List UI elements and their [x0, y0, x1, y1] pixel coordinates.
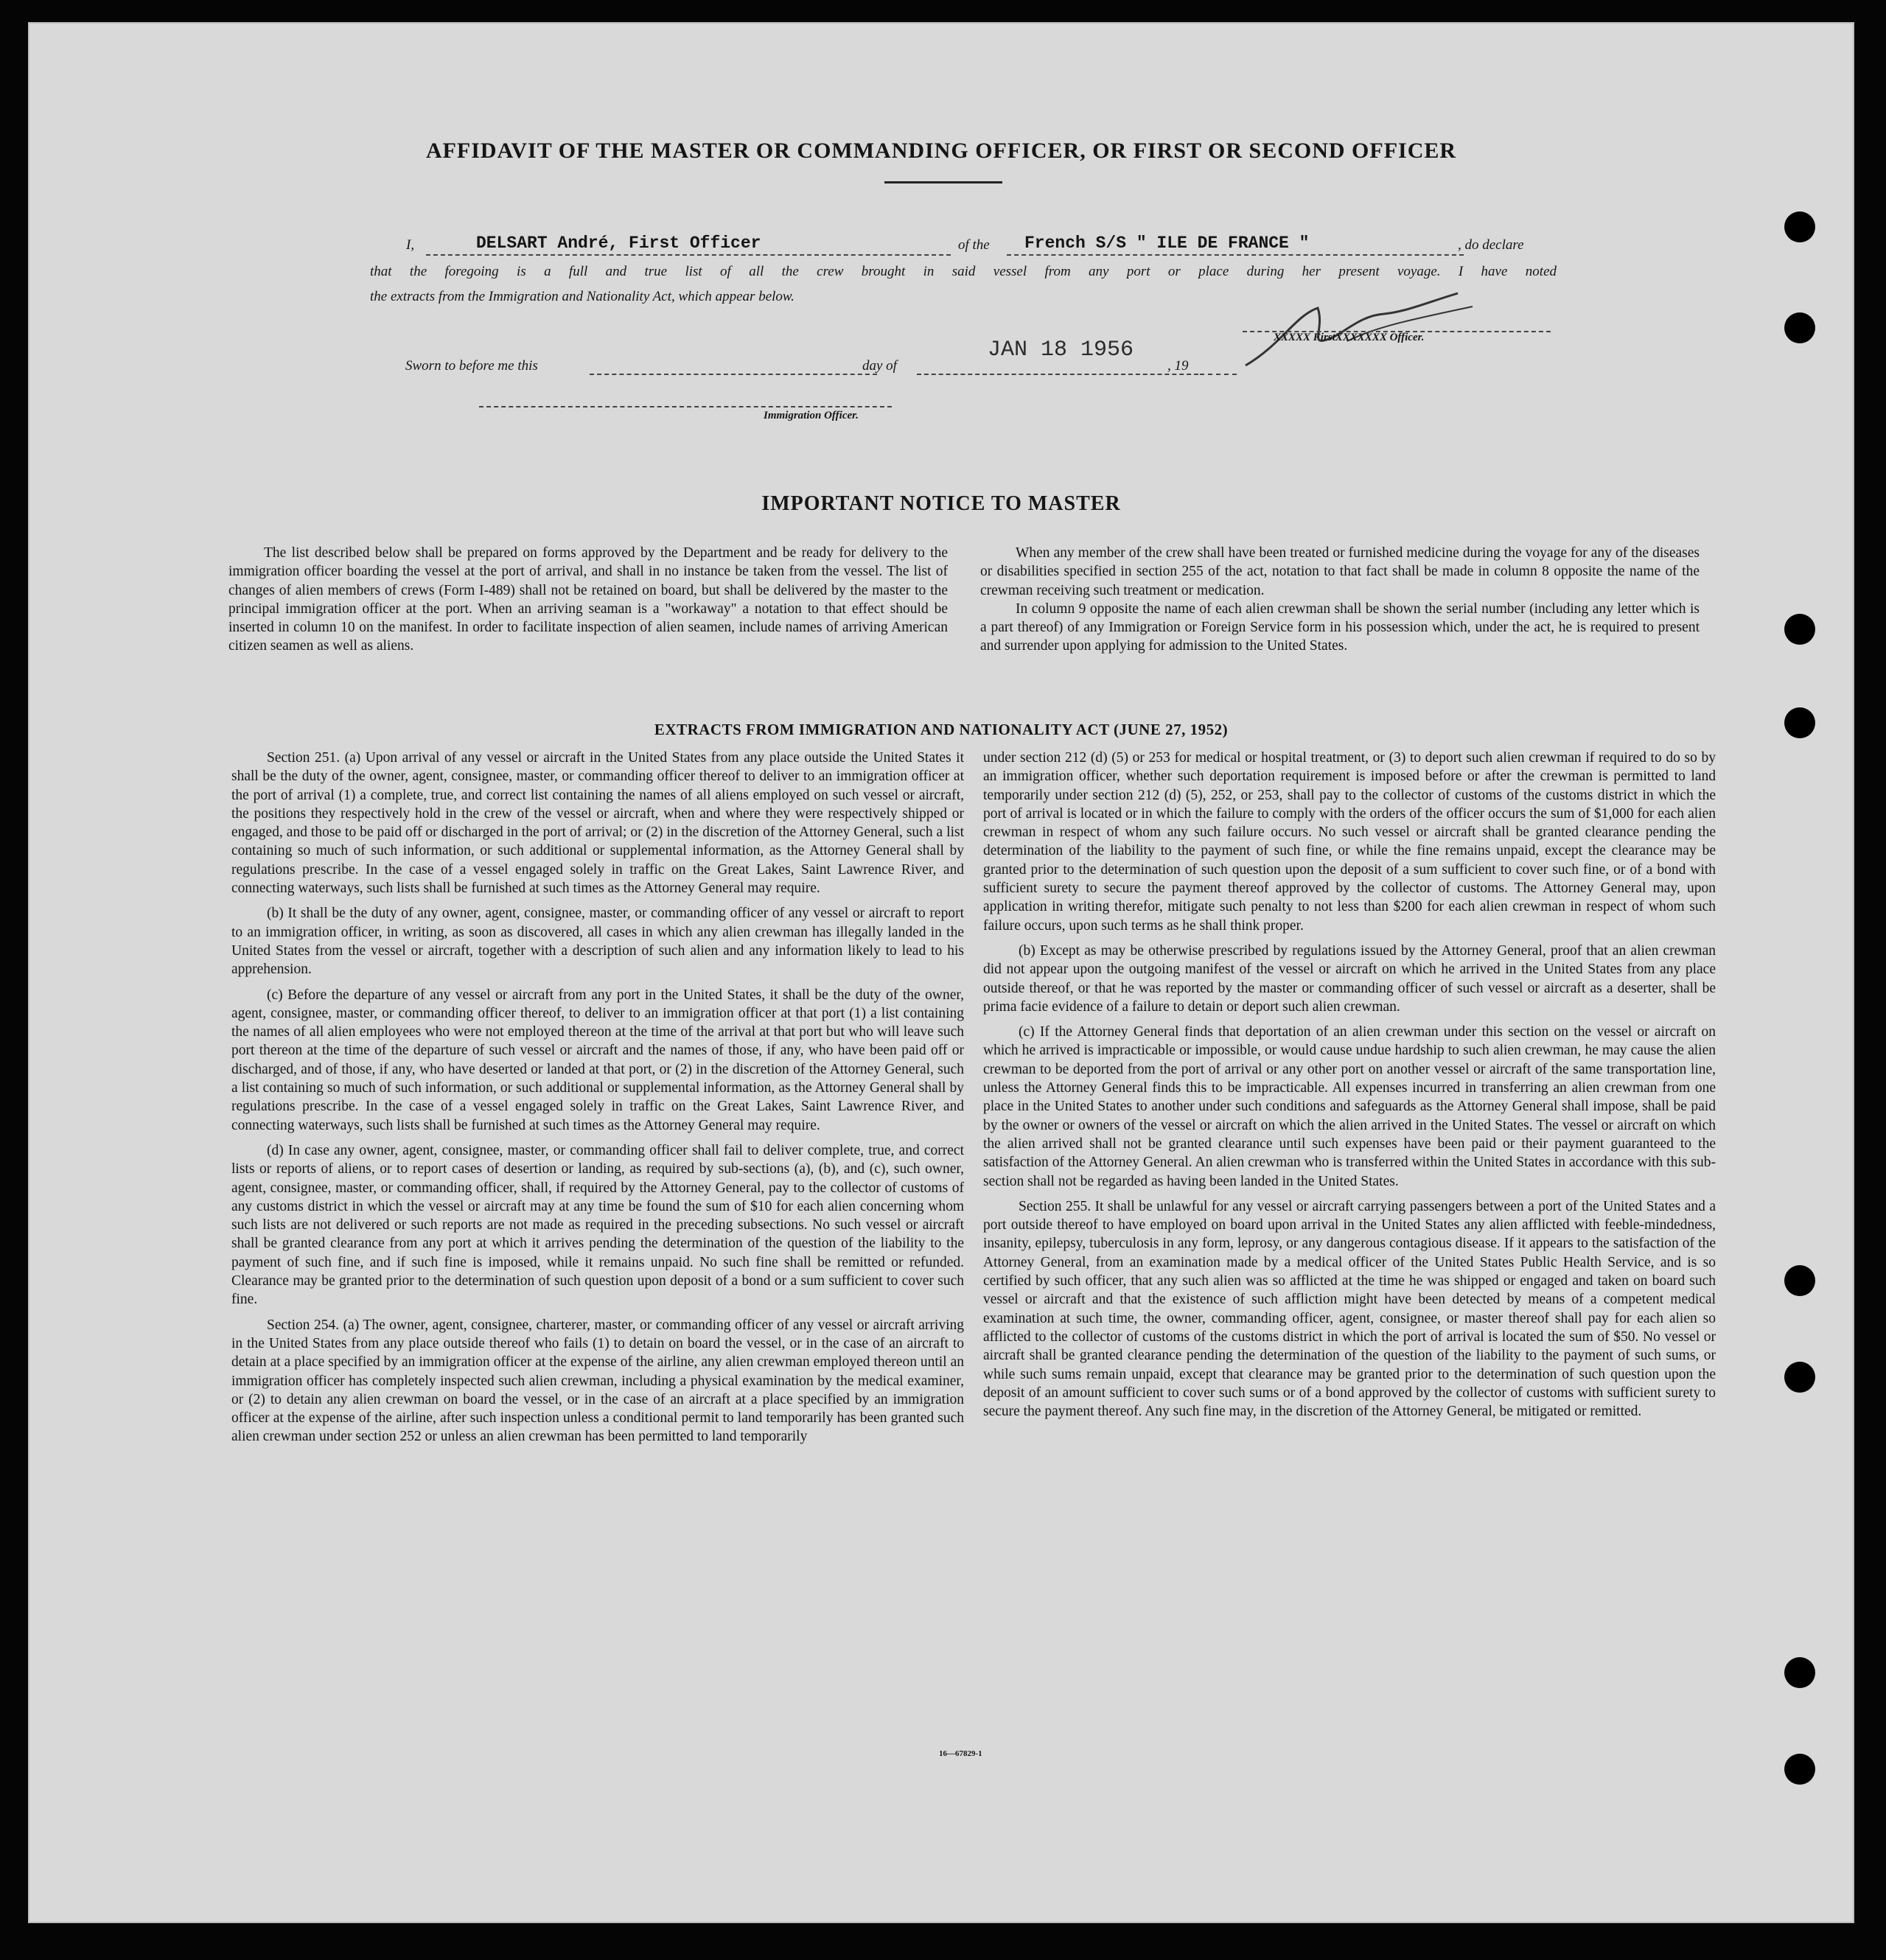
punch-hole [1784, 312, 1815, 343]
notice-right-paragraph-2: In column 9 opposite the name of each alien crewman shall be shown the serial number (including any letter which is a part thereof) of any Immigration or Foreign Service form in his possession which, under the act, he is required to present and surrender upon applying for admission to the United States. [980, 601, 1700, 654]
affidavit-title: AFFIDAVIT OF THE MASTER OR COMMANDING OFFICER, OR FIRST OR SECOND OFFICER [425, 139, 1457, 163]
vessel-name: French S/S " ILE DE FRANCE " [1024, 234, 1310, 253]
section-251d: (d) In case any owner, agent, consignee, master, or commanding officer shall fail to deliver complete, true, and correct lists or reports of aliens, or to report cases of desertion or landing, as required by sub-sections (a), (b), and (c), such owner, agent, consignee, master, or commanding officer, shall, if required by the Attorney General, pay to the collector of customs of any customs district in which the vessel or aircraft may at any time be found the sum of $10 for each alien concerning whom such lists are not delivered or such reports are not made as required in the preceding subsections. No such vessel or aircraft shall be granted clearance from any port at which it arrives pending the determination of the question of the liability to the payment of such fine, and if such fine is imposed, while it remains unpaid. No such fine shall be remitted or refunded. Clearance may be granted prior to the determination of such question upon deposit of a bond or a sum sufficient to cover such fine. [231, 1142, 964, 1308]
immigration-officer-label: Immigration Officer. [764, 410, 859, 421]
punch-hole [1784, 1754, 1815, 1785]
section-251a: Section 251. (a) Upon arrival of any vessel or aircraft in the United States from any place outside the United States it shall be the duty of the owner, agent, consignee, master, or commanding officer thereof to deliver to an immigration officer at the port of arrival (1) a complete, true, and correct list containing the names of all aliens employed on such vessel or aircraft, the positions they respectively hold in the crew of the vessel or aircraft, when and where they were respectively shipped or engaged, and those to be paid off or discharged in the port of arrival; or (2) in the discretion of the Attorney General, such a list containing so much of such information, or such additional or supplemental information, as the Attorney General shall by regulations prescribe. In the case of a vessel engaged solely in traffic on the Great Lakes, Saint Lawrence River, and connecting waterways, such lists shall be furnished at such times as the Attorney General may require. [231, 750, 964, 897]
year-line [1200, 373, 1237, 375]
notice-title: IMPORTANT NOTICE TO MASTER [761, 492, 1121, 515]
form-number: 16—67829-1 [939, 1749, 982, 1758]
officer-title-label: XXXXX FirstXXXXXXX Officer. [1274, 332, 1425, 343]
immigration-officer-line [479, 405, 892, 407]
punch-hole [1784, 707, 1815, 738]
sworn-label: Sworn to before me this [405, 358, 538, 374]
year-prefix: , 19 [1167, 358, 1189, 374]
day-of-label: day of [862, 358, 897, 374]
notice-right-paragraph-1: When any member of the crew shall have been treated or furnished medicine during the voyage for any of the diseases or disabilities specified in section 255 of the act, notation to that fact shall be made in column 8 opposite the name of the crewman receiving such treatment or medication. [980, 545, 1700, 598]
declaration-prefix: I, [406, 237, 415, 253]
document-page [28, 22, 1854, 1923]
section-254c: (c) If the Attorney General finds that deportation of an alien crewman under this section on the vessel or aircraft on which he arrived is impracticable or impossible, or would cause undue hardship to such alien crewman, he may cause the alien crewman to be deported from the port of arrival or any other port on another vessel or aircraft of the same transportation line, unless the Attorney General finds this to be impracticable. All expenses incurred in transferring an alien crewman from one place in the United States to another under such conditions and safeguards as the Attorney General shall impose, shall be paid by the owner or owners of the vessel or aircraft on which the alien arrived in the United States. The vessel or aircraft on which the alien arrived shall not be granted clearance until such expenses have been paid or their payment guaranteed to the satisfaction of the Attorney General. An alien crewman who is transferred within the United States in accordance with this sub-section shall not be regarded as having been landed in the United States. [983, 1024, 1716, 1189]
declaration-line-3: the extracts from the Immigration and Nationality Act, which appear below. [370, 289, 794, 304]
officer-name-line [426, 253, 951, 256]
section-255: Section 255. It shall be unlawful for any vessel or aircraft carrying passengers between a port of the United States and a port outside thereof to have employed on board upon arrival in the United States any alien afflicted with feeble-mindedness, insanity, epilepsy, tuberculosis in any form, leprosy, or any dangerous contagious disease. If it appears to the satisfaction of the Attorney General, from an examination made by a medical officer of the United States Public Health Service, and is so certified by such officer, that any such alien was so afflicted at the time he was shipped or engaged and taken on board such vessel or aircraft and that the existence of such affliction might have been detected by means of a competent medical examination at such time, the owner, commanding officer, agent, consignee, or master thereof shall pay for each alien so afflicted to the collector of customs of the customs district in which the port of arrival is located the sum of $50. No vessel or aircraft shall be granted clearance pending the determination of the question of the liability to the payment of such sums, or while such sums remain unpaid, except that clearance may be granted prior to the determination of such question upon the deposit of an amount sufficient to cover such sums or of a bond approved by the collector of customs with sufficient surety to secure the payment thereof. Any such fine may, in the discretion of the Attorney General, be mitigated or remitted. [983, 1198, 1716, 1420]
section-254a: Section 254. (a) The owner, agent, consignee, charterer, master, or commanding officer of any vessel or aircraft arriving in the United States from any place outside thereof who fails (1) to detain on board the vessel, or in the case of an aircraft to detain at a place specified by an immigration officer at the expense of the airline, any alien crewman employed thereon until an immigration officer has completely inspected such alien crewman, including a physical examination by the medical examiner, or (2) to detain any alien crewman on board the vessel, or in the case of an aircraft at a place specified by an immigration officer at the expense of the airline, after such inspection unless a conditional permit to land temporarily has been granted such alien crewman under section 252 or unless an alien crewman has been permitted to land temporarily [231, 1317, 964, 1445]
do-declare-label: , do declare [1458, 237, 1524, 253]
punch-hole [1784, 614, 1815, 645]
section-254a-continued: under section 212 (d) (5) or 253 for medical or hospital treatment, or (3) to deport such alien crewman if required to do so by an immigration officer, whether such deportation requirement is imposed before or after the crewman is permitted to land temporarily under section 212 (d) (5), 252, or 253, shall pay to the collector of customs of the customs district in which the port of arrival is located or in which the failure to comply with the orders of the officer occurs the sum of $1,000 for each alien crewman in respect of whom any such failure occurs. No such vessel or aircraft shall be granted clearance pending the determination of the liability to the payment of such fine, or while the fine remains unpaid, except the clearance may be granted prior to the determination of such question upon the deposit of a sum sufficient to cover such fine, or of a bond with sufficient surety to secure the payment thereof approved by the collector of customs. The Attorney General may, upon application in writing therefor, mitigate such penalty to not less than $200 for each alien crewman in respect of whom such failure occurs, upon such terms as he shall think proper. [983, 750, 1716, 934]
date-stamp: JAN 18 1956 [988, 337, 1134, 363]
section-251c: (c) Before the departure of any vessel or aircraft from any port in the United States, it shall be the duty of the owner, agent, consignee, master, or commanding officer thereof, to deliver to an immigration officer at that port (1) a list containing the names of all alien employees who were not employed thereon at the time of the arrival at that port but who will leave such port thereon at the time of the departure of such vessel or aircraft and the names of those, if any, who have been paid off or discharged, and of those, if any, who have deserted or landed at that port, or (2) in the discretion of the Attorney General, such a list containing so much of such information, or such additional or supplemental information, as the Attorney General shall by regulations prescribe. In the case of a vessel engaged solely in traffic on the Great Lakes, Saint Lawrence River, and connecting waterways, such lists shall be furnished at such times as the Attorney General may require. [231, 987, 964, 1133]
extracts-left-column [231, 749, 964, 1453]
extracts-right-column [983, 749, 1716, 1427]
sworn-day-line [590, 373, 877, 375]
section-254b: (b) Except as may be otherwise prescribed by regulations issued by the Attorney General, proof that an alien crewman did not appear upon the outgoing manifest of the vessel or aircraft on which he arrived in the United States from any place outside thereof, or that he was reported by the master or commanding officer of such vessel or aircraft as a deserter, shall be prima facie evidence of a failure to detain or deport such alien crewman. [983, 942, 1716, 1015]
punch-hole [1784, 1362, 1815, 1393]
title-underline [884, 181, 1002, 183]
sworn-month-line [917, 373, 1198, 375]
declaration-line-2: that the foregoing is a full and true list of all the crew brought in said vessel from any port or place during her present voyage. I have noted [370, 264, 1557, 279]
of-the-label: of the [958, 237, 990, 253]
notice-left-paragraph: The list described below shall be prepared on forms approved by the Department and be ready for delivery to the immigration officer boarding the vessel at the port of arrival, and shall in no instance be taken from the vessel. The list of changes of alien members of crews (Form I-489) shall not be retained on board, but shall be delivered by the master to the principal immigration officer at the port. When an arriving seaman is a "workaway" a notation to that effect should be inserted in column 10 on the manifest. In order to facilitate inspection of alien seamen, include names of arriving American citizen seamen as well as aliens. [228, 545, 948, 654]
extracts-title: EXTRACTS FROM IMMIGRATION AND NATIONALITY ACT (JUNE 27, 1952) [654, 721, 1229, 738]
notice-left-column [228, 544, 948, 656]
punch-hole [1784, 1265, 1815, 1296]
notice-right-column [980, 544, 1700, 656]
section-251b: (b) It shall be the duty of any owner, agent, consignee, master, or commanding officer of any vessel or aircraft to report to an immigration officer, in writing, as soon as discovered, all cases in which any alien crewman has illegally landed in the United States from the vessel or aircraft, together with a description of such alien and any information likely to lead to his apprehension. [231, 906, 964, 978]
vessel-line [1007, 253, 1464, 256]
punch-hole [1784, 211, 1815, 242]
punch-hole [1784, 1657, 1815, 1688]
officer-name: DELSART André, First Officer [476, 234, 761, 253]
